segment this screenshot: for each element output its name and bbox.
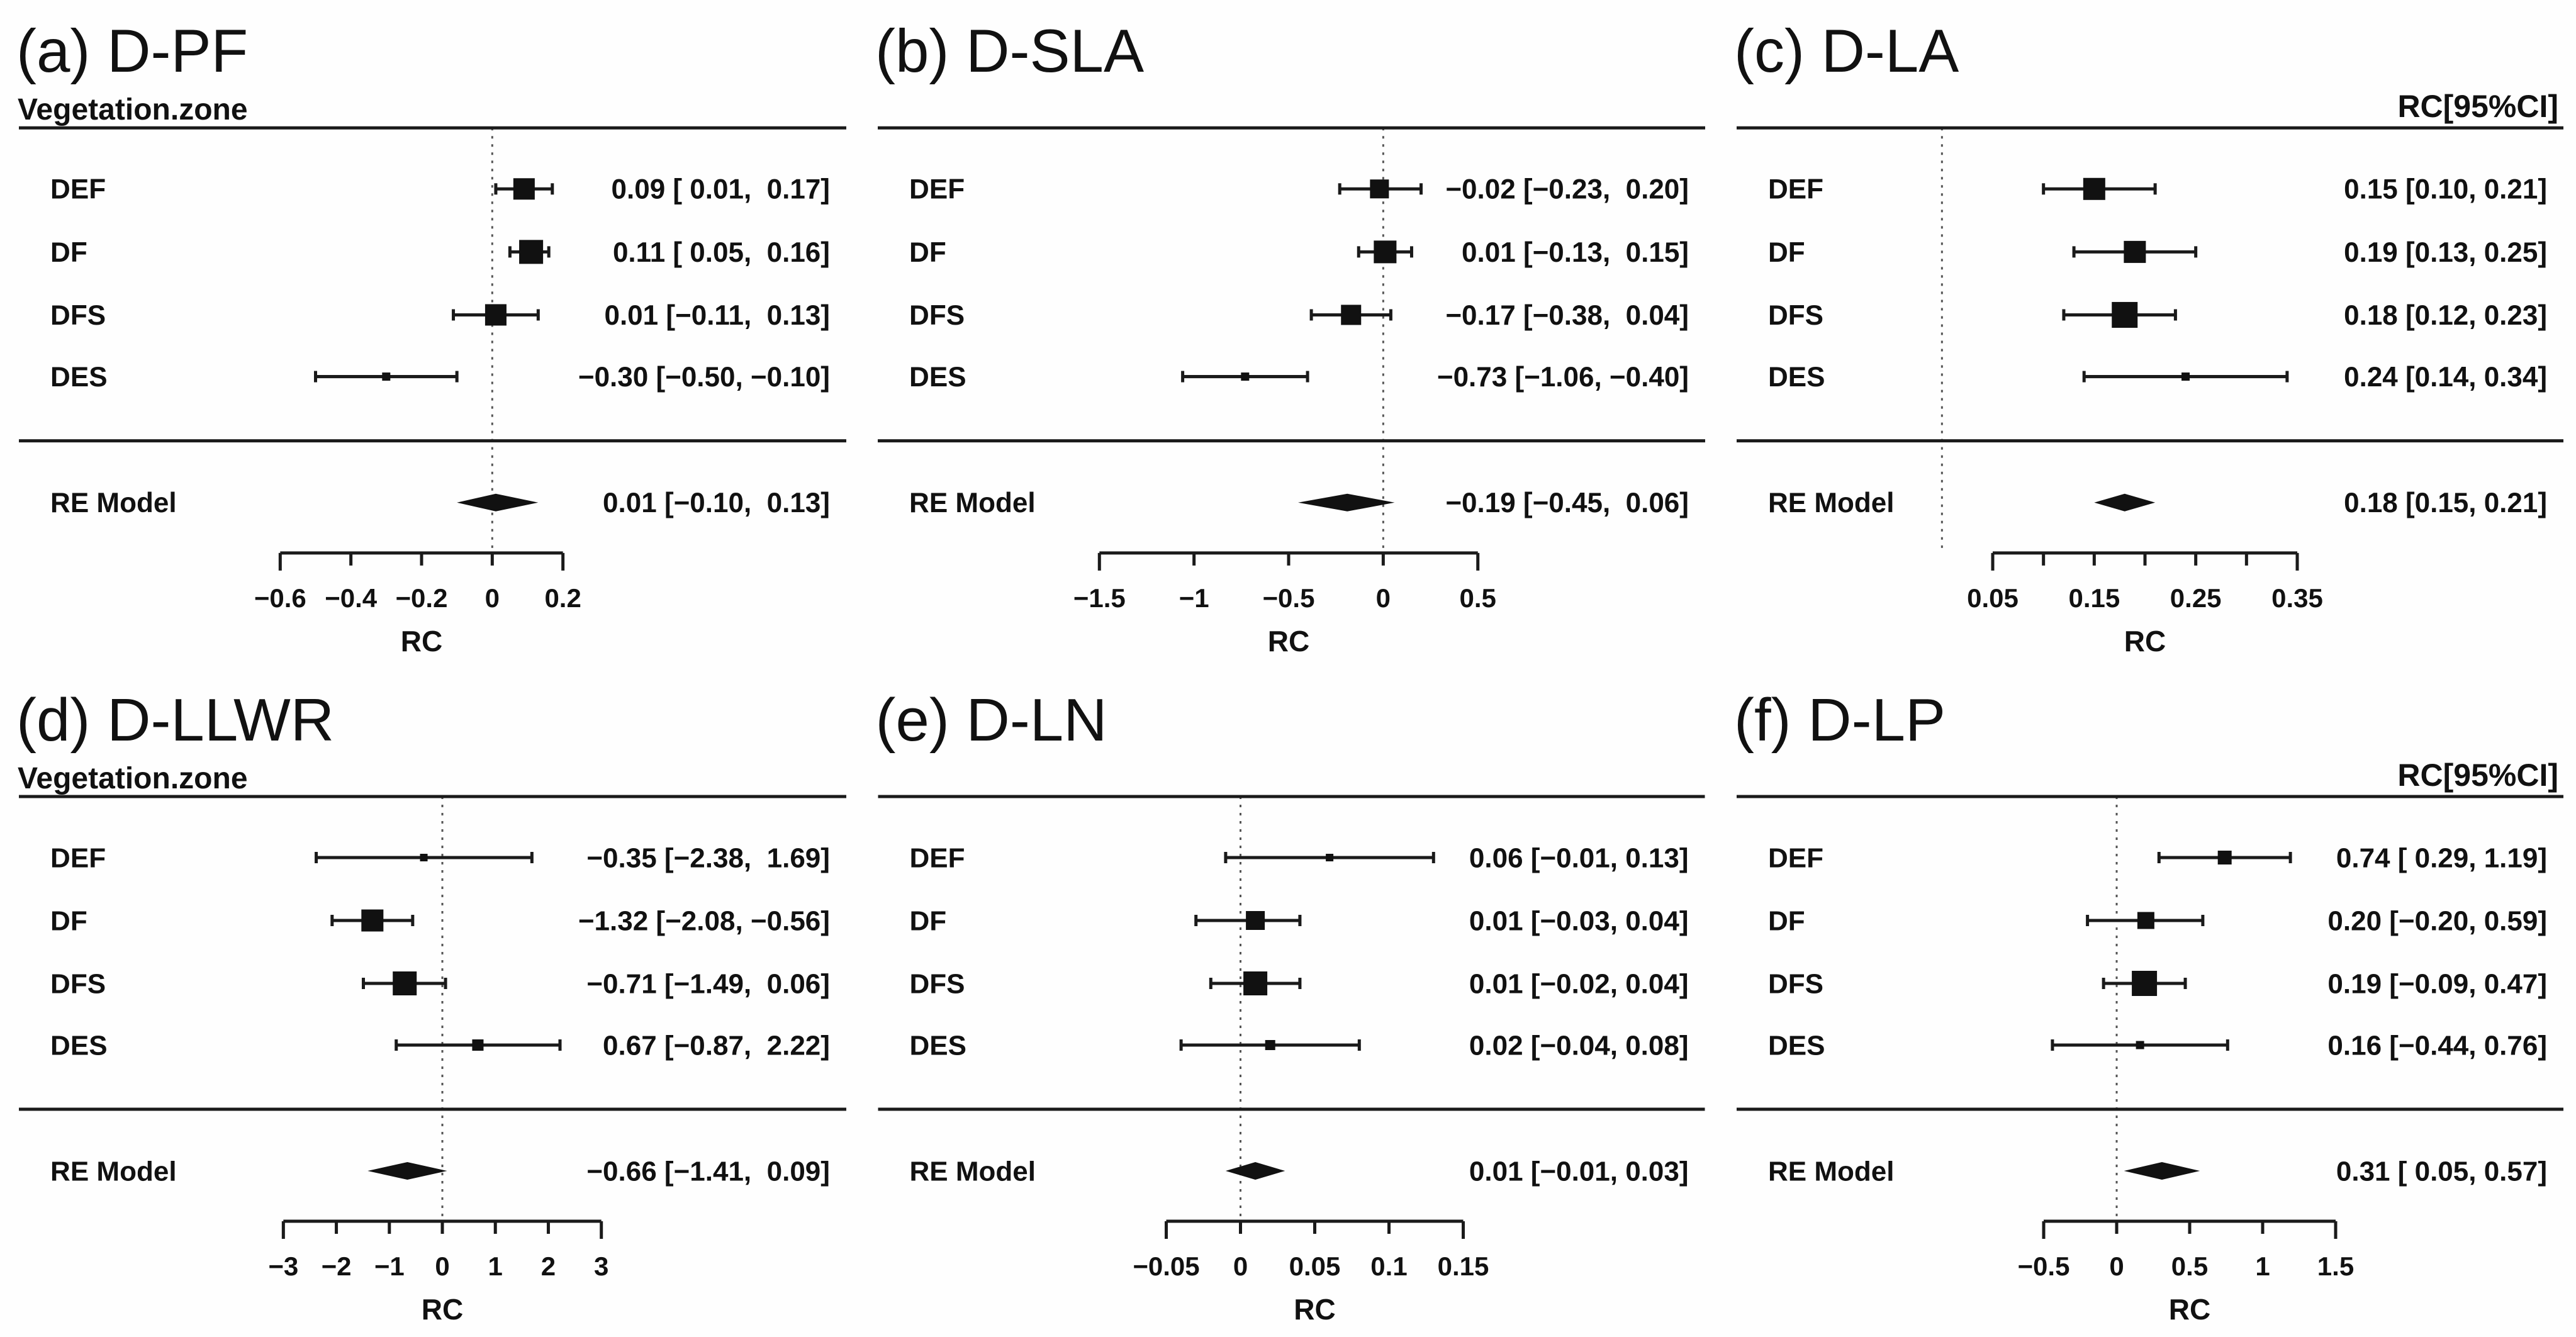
estimate-marker xyxy=(1243,971,1267,995)
x-axis-tick-label: 0.25 xyxy=(2170,583,2222,613)
summary-row xyxy=(1768,488,2547,518)
estimate-marker xyxy=(2218,851,2232,864)
estimate-annotation: 0.01 [−0.02, 0.04] xyxy=(1469,968,1689,1000)
summary-label: RE Model xyxy=(50,1156,177,1187)
study-row-label: DFS xyxy=(1768,299,1824,331)
study-row xyxy=(50,1030,830,1061)
study-row xyxy=(909,237,1689,268)
estimate-marker xyxy=(1370,179,1389,198)
x-axis-tick-label: 1 xyxy=(2255,1251,2270,1281)
study-row xyxy=(910,968,1689,999)
x-axis-tick-label: 0.1 xyxy=(1370,1251,1408,1281)
study-row xyxy=(1768,968,2547,999)
x-axis-tick-label: 1 xyxy=(488,1251,503,1281)
x-axis-tick-label: −0.5 xyxy=(1262,583,1315,613)
summary-annotation: 0.18 [0.15, 0.21] xyxy=(2344,488,2547,519)
panel-a-d-pf xyxy=(0,0,859,669)
x-axis-tick-label: 0.5 xyxy=(2171,1251,2209,1281)
estimate-annotation: 0.06 [−0.01, 0.13] xyxy=(1469,842,1689,874)
estimate-marker xyxy=(1374,240,1396,263)
estimate-marker xyxy=(1341,305,1361,325)
x-axis-tick-label: 0 xyxy=(1233,1251,1248,1281)
study-row-label: DEF xyxy=(50,842,106,874)
x-axis-title: RC xyxy=(1267,624,1310,657)
study-row xyxy=(909,300,1689,331)
panel-title: (a) D-PF xyxy=(16,18,249,86)
x-axis-tick-label: 0.35 xyxy=(2271,583,2323,613)
study-row xyxy=(50,237,830,268)
study-row-label: DF xyxy=(909,237,946,268)
panel-title: (b) D-SLA xyxy=(875,18,1145,86)
study-row xyxy=(910,842,1689,873)
summary-annotation: −0.66 [−1.41, 0.09] xyxy=(586,1156,830,1187)
forest-plot-svg-b xyxy=(859,0,1718,669)
study-row-label: DFS xyxy=(50,968,106,1000)
study-row-label: DF xyxy=(50,905,87,937)
estimate-annotation: 0.01 [−0.03, 0.04] xyxy=(1469,905,1689,937)
study-row xyxy=(50,842,830,873)
study-row-label: DES xyxy=(50,361,108,393)
estimate-marker xyxy=(1326,854,1333,861)
x-axis-tick-label: −0.4 xyxy=(325,583,378,613)
x-axis-tick-label: 0 xyxy=(484,583,500,613)
panel-header-ci: RC[95%CI] xyxy=(2397,89,2558,125)
study-row-label: DEF xyxy=(1768,174,1824,205)
estimate-marker xyxy=(513,178,535,199)
panel-title: (d) D-LLWR xyxy=(16,686,335,754)
estimate-marker xyxy=(2137,912,2154,929)
study-row xyxy=(1768,174,2547,205)
summary-label: RE Model xyxy=(50,488,177,519)
estimate-annotation: 0.24 [0.14, 0.34] xyxy=(2344,361,2547,393)
x-axis-tick-label: 0.05 xyxy=(1289,1251,1341,1281)
estimate-marker xyxy=(382,372,390,381)
study-row-label: DEF xyxy=(909,174,965,205)
estimate-annotation: −0.35 [−2.38, 1.69] xyxy=(586,842,830,874)
estimate-marker xyxy=(2132,971,2157,996)
summary-row xyxy=(910,1156,1689,1187)
summary-diamond xyxy=(2094,494,2155,512)
x-axis-tick-label: 0 xyxy=(435,1251,450,1281)
summary-annotation: 0.31 [ 0.05, 0.57] xyxy=(2336,1156,2547,1187)
estimate-marker xyxy=(1246,911,1265,930)
panel-f-d-lp xyxy=(1718,669,2576,1337)
estimate-marker xyxy=(420,854,428,861)
estimate-marker xyxy=(2112,302,2137,328)
panel-e-d-ln xyxy=(859,669,1718,1337)
forest-plot-svg-e xyxy=(859,669,1718,1337)
study-row xyxy=(50,300,830,331)
study-row xyxy=(50,362,830,393)
study-row-label: DEF xyxy=(1768,842,1823,874)
x-axis-tick-label: −2 xyxy=(321,1251,352,1281)
study-row-label: DEF xyxy=(50,174,106,205)
x-axis-title: RC xyxy=(400,624,443,657)
estimate-annotation: −0.02 [−0.23, 0.20] xyxy=(1445,174,1689,205)
estimate-annotation: −0.71 [−1.49, 0.06] xyxy=(586,968,830,1000)
study-row-label: DF xyxy=(1768,237,1805,268)
x-axis-tick-label: 1.5 xyxy=(2317,1251,2355,1281)
study-row-label: DFS xyxy=(50,299,106,331)
summary-row xyxy=(909,488,1689,518)
estimate-marker xyxy=(361,910,383,932)
study-row xyxy=(50,905,830,936)
panel-title: (c) D-LA xyxy=(1734,18,1959,86)
x-axis-tick-label: 0 xyxy=(2109,1251,2124,1281)
x-axis-tick-label: −1 xyxy=(1179,583,1209,613)
summary-diamond xyxy=(1226,1162,1285,1180)
study-row-label: DES xyxy=(1768,361,1825,393)
x-axis-tick-label: −0.5 xyxy=(2017,1251,2070,1281)
x-axis-title: RC xyxy=(1294,1293,1336,1326)
estimate-marker xyxy=(2181,372,2190,381)
study-row-label: DES xyxy=(1768,1030,1825,1061)
panel-subtitle: Vegetation.zone xyxy=(18,93,248,127)
summary-row xyxy=(50,488,830,518)
x-axis-title: RC xyxy=(2124,624,2166,657)
study-row-label: DF xyxy=(50,237,87,268)
estimate-annotation: −1.32 [−2.08, −0.56] xyxy=(578,905,830,937)
estimate-annotation: −0.30 [−0.50, −0.10] xyxy=(578,361,830,393)
study-row xyxy=(1768,237,2547,268)
x-axis-tick-label: 0 xyxy=(1375,583,1391,613)
study-row xyxy=(1768,300,2547,331)
x-axis-tick-label: −1 xyxy=(374,1251,405,1281)
x-axis-tick-label: −3 xyxy=(268,1251,299,1281)
estimate-annotation: 0.01 [−0.13, 0.15] xyxy=(1462,237,1689,268)
estimate-marker xyxy=(2136,1041,2144,1049)
estimate-marker xyxy=(519,240,543,264)
estimate-marker xyxy=(1241,372,1249,381)
x-axis-title: RC xyxy=(421,1293,464,1326)
x-axis-tick-label: −0.2 xyxy=(395,583,448,613)
estimate-annotation: 0.19 [0.13, 0.25] xyxy=(2344,237,2547,268)
panel-b-d-sla xyxy=(859,0,1718,669)
study-row-label: DFS xyxy=(909,968,965,1000)
x-axis-tick-label: 0.05 xyxy=(1967,583,2019,613)
estimate-annotation: 0.18 [0.12, 0.23] xyxy=(2344,299,2547,331)
study-row-label: DFS xyxy=(909,299,965,331)
panel-d-d-llwr xyxy=(0,669,859,1337)
estimate-annotation: −0.17 [−0.38, 0.04] xyxy=(1445,299,1689,331)
summary-annotation: −0.19 [−0.45, 0.06] xyxy=(1445,488,1689,519)
study-row-label: DF xyxy=(909,905,947,937)
estimate-annotation: 0.67 [−0.87, 2.22] xyxy=(603,1030,830,1061)
study-row-label: DES xyxy=(909,361,966,393)
panel-header-ci: RC[95%CI] xyxy=(2397,758,2558,793)
x-axis-tick-label: −1.5 xyxy=(1073,583,1126,613)
estimate-annotation: 0.02 [−0.04, 0.08] xyxy=(1469,1030,1689,1061)
summary-diamond xyxy=(457,494,538,512)
estimate-annotation: 0.19 [−0.09, 0.47] xyxy=(2327,968,2547,1000)
summary-diamond xyxy=(1298,494,1394,512)
summary-row xyxy=(1768,1156,2547,1187)
x-axis-tick-label: 0.15 xyxy=(2068,583,2120,613)
forest-plot-svg-c xyxy=(1718,0,2576,669)
estimate-annotation: 0.01 [−0.11, 0.13] xyxy=(604,299,830,331)
estimate-marker xyxy=(2083,178,2105,200)
study-row xyxy=(1768,362,2547,393)
study-row xyxy=(50,968,830,999)
estimate-marker xyxy=(393,971,417,995)
estimate-annotation: 0.15 [0.10, 0.21] xyxy=(2344,174,2547,205)
study-row xyxy=(1768,905,2547,936)
summary-diamond xyxy=(2124,1162,2200,1180)
x-axis-tick-label: 3 xyxy=(594,1251,609,1281)
study-row-label: DFS xyxy=(1768,968,1823,1000)
x-axis-tick-label: −0.05 xyxy=(1133,1251,1200,1281)
summary-annotation: 0.01 [−0.01, 0.03] xyxy=(1469,1156,1689,1187)
panel-title: (f) D-LP xyxy=(1734,686,1946,754)
estimate-marker xyxy=(485,304,507,325)
summary-label: RE Model xyxy=(1768,1156,1895,1187)
estimate-annotation: 0.74 [ 0.29, 1.19] xyxy=(2336,842,2547,874)
study-row xyxy=(50,174,830,205)
study-row xyxy=(1768,842,2547,873)
study-row xyxy=(910,1030,1689,1061)
study-row-label: DES xyxy=(909,1030,966,1061)
x-axis-title: RC xyxy=(2168,1293,2211,1326)
study-row xyxy=(909,362,1689,393)
estimate-marker xyxy=(472,1039,483,1051)
study-row xyxy=(910,905,1689,936)
estimate-annotation: 0.20 [−0.20, 0.59] xyxy=(2327,905,2547,937)
forest-plot-svg-d xyxy=(0,669,859,1337)
summary-row xyxy=(50,1156,830,1187)
summary-label: RE Model xyxy=(1768,488,1895,519)
panel-c-d-la xyxy=(1718,0,2576,669)
panel-subtitle: Vegetation.zone xyxy=(18,762,248,795)
estimate-annotation: 0.09 [ 0.01, 0.17] xyxy=(611,174,830,205)
x-axis-tick-label: 0.15 xyxy=(1437,1251,1489,1281)
summary-label: RE Model xyxy=(909,488,1036,519)
study-row-label: DF xyxy=(1768,905,1805,937)
x-axis-tick-label: 0.2 xyxy=(544,583,581,613)
study-row-label: DEF xyxy=(909,842,965,874)
forest-plot-svg-a xyxy=(0,0,859,669)
study-row-label: DES xyxy=(50,1030,108,1061)
estimate-marker xyxy=(1265,1040,1275,1050)
x-axis-tick-label: 2 xyxy=(540,1251,556,1281)
forest-plot-svg-f xyxy=(1718,669,2576,1337)
estimate-marker xyxy=(2124,241,2146,263)
x-axis-tick-label: −0.6 xyxy=(254,583,306,613)
summary-annotation: 0.01 [−0.10, 0.13] xyxy=(603,488,830,519)
summary-label: RE Model xyxy=(909,1156,1036,1187)
study-row xyxy=(1768,1030,2547,1061)
estimate-annotation: −0.73 [−1.06, −0.40] xyxy=(1436,361,1689,393)
estimate-annotation: 0.16 [−0.44, 0.76] xyxy=(2327,1030,2547,1061)
panel-title: (e) D-LN xyxy=(875,686,1107,754)
x-axis-tick-label: 0.5 xyxy=(1459,583,1496,613)
estimate-annotation: 0.11 [ 0.05, 0.16] xyxy=(612,237,830,268)
study-row xyxy=(909,174,1689,205)
summary-diamond xyxy=(367,1162,447,1180)
